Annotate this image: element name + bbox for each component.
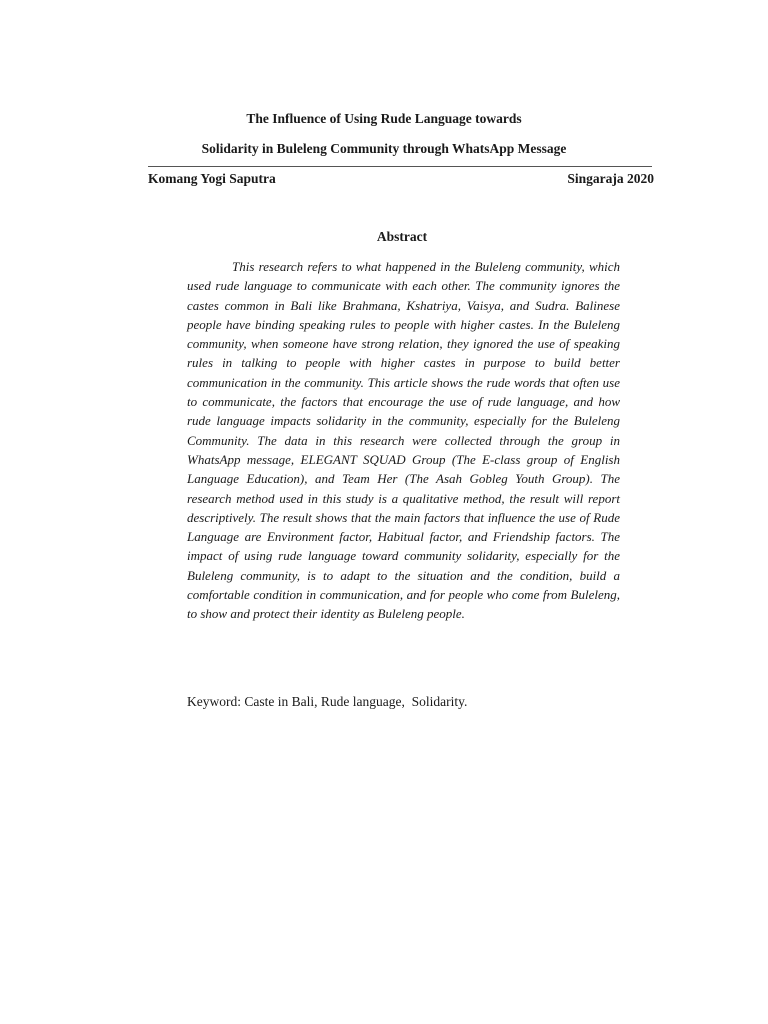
abstract-body: This research refers to what happened in the Buleleng community, which used rude language to communicate with each other. The community ignores the castes common in Bali like Brahmana, Kshatriya, Vaisya, and Sudra. Balinese people have binding speaking rules to people with higher castes. In the Buleleng community, when someone have strong relation, they ignored the use of speaking rules in talking to people with higher castes in purpose to build better communication in the community. This article shows the rude words that often use to communicate, the factors that encourage the use of rude language, and how rude language impacts solidarity in the community, especially for the Buleleng Community. The data in this research were collected through the group in WhatsApp message, ELEGANT SQUAD Group (The E-class group of English Language Education), and Team Her (The Asah Gobleg Youth Group). The research method used in this study is a qualitative method, the result will report descriptively. The result shows that the main factors that influence the use of Rude Language are Environment factor, Habitual factor, and Friendship factors. The impact of using rude language toward community solidarity, especially for the Buleleng community, is to adapt to the situation and the condition, build a comfortable condition in communication, and for people who come from Buleleng, to show and protect their identity as Buleleng people. bbox=[187, 259, 620, 622]
paper-title-line-1: The Influence of Using Rude Language towards bbox=[246, 111, 522, 126]
author-row bbox=[148, 171, 654, 187]
paper-title-line-2: Solidarity in Buleleng Community through WhatsApp Message bbox=[201, 141, 567, 156]
abstract-heading: Abstract bbox=[376, 229, 428, 244]
keywords-line: Keyword: Caste in Bali, Rude language, Solidarity. bbox=[187, 694, 468, 709]
place-year: Singaraja 2020 bbox=[567, 171, 654, 186]
header-divider bbox=[148, 166, 652, 167]
author-name: Komang Yogi Saputra bbox=[148, 171, 276, 186]
